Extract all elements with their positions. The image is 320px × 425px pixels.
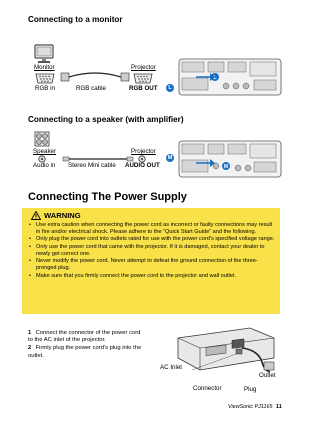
warning-item: • Only plug the power cord into outlets rated for use with the power cord’s specified voltage range. (28, 236, 275, 243)
warning-list (28, 222, 275, 280)
projector-label-speaker: Projector (131, 148, 156, 155)
page-number: 11 (276, 404, 282, 410)
monitor-label: Monitor (34, 64, 55, 71)
section-title-speaker: Connecting to a speaker (with amplifier) (28, 115, 184, 124)
svg-text:M: M (223, 164, 229, 170)
rgb-in-label: RGB in (35, 85, 55, 92)
plug-label: Plug (244, 386, 257, 393)
warning-item: • Make sure that you firmly connect the power cord to the projector and wall outlet. (28, 273, 275, 280)
badge-m (166, 154, 174, 162)
step-number: 2 (28, 345, 32, 352)
rgb-out-label: RGB OUT (129, 85, 158, 92)
footer-brand: ViewSonic PJ1165 (228, 404, 273, 410)
connector-label: Connector (193, 385, 222, 392)
plug-into-panel-arrow-speaker (196, 158, 216, 168)
outlet-label: Outlet (259, 372, 276, 379)
warning-box (22, 208, 280, 314)
projector-rear-panel-speaker (178, 140, 282, 178)
plug-into-panel-arrow-monitor (196, 72, 216, 82)
step-item (28, 345, 146, 359)
rgb-out-port-icon (133, 73, 153, 84)
step-item (28, 330, 146, 344)
step-number: 1 (28, 330, 32, 336)
vga-port-icon (35, 73, 55, 84)
monitor-icon (33, 44, 55, 64)
section-title-power: Connecting The Power Supply (28, 191, 187, 203)
badge-l (166, 84, 174, 92)
audio-in-label: Audio in (33, 162, 56, 169)
svg-text:L: L (213, 75, 217, 81)
projector-label-monitor: Projector (131, 64, 156, 71)
projector-rear-panel-monitor (178, 58, 282, 96)
warning-item: • Never modify the power cord. Never attempt to defeat the ground connection of the three-pronged plug. (28, 258, 275, 272)
audio-out-label: AUDIO OUT (125, 162, 160, 169)
warning-item: • Only use the power cord that came with the projector. If it is damaged, contact your dealer to newly get correct one. (28, 244, 275, 258)
speaker-icon (34, 131, 50, 147)
rgb-cable-label: RGB cable (76, 85, 106, 92)
badge-m-text: M (167, 155, 173, 161)
projector-power-illustration (170, 324, 282, 376)
warning-item: • Use extra caution when connecting the power cord as incorrect or faulty connections may result in fire and/or electrical shock. Please adhere to the “Quick Start Guide” and the following. (28, 222, 275, 236)
speaker-label: Speaker (33, 148, 57, 155)
stereo-mini-cable-label: Stereo Mini cable (68, 162, 116, 169)
warning-header (31, 211, 81, 220)
steps-list (28, 330, 146, 360)
warning-triangle-icon (31, 211, 41, 220)
badge-l-text: L (168, 85, 172, 91)
step-text: Firmly plug the power cord’s plug into the outlet. (28, 345, 142, 359)
ac-inlet-label: AC Inlet (160, 364, 183, 371)
rgb-cable-icon (60, 70, 130, 84)
section-title-monitor: Connecting to a monitor (28, 15, 123, 24)
step-text: Connect the connector of the power cord to the AC inlet of the projector. (28, 330, 141, 344)
warning-title: WARNING (44, 211, 81, 220)
